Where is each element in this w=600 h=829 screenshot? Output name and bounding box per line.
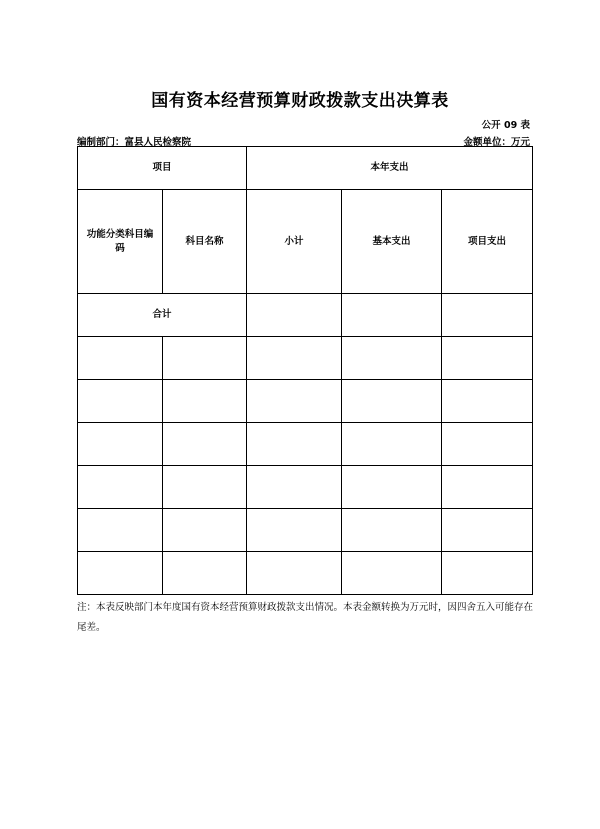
table-cell — [163, 380, 247, 423]
table-cell — [442, 423, 533, 466]
table-cell — [342, 466, 442, 509]
table-cell — [442, 552, 533, 595]
table-cell — [78, 380, 163, 423]
department-label: 编制部门：富县人民检察院 — [77, 137, 192, 148]
table-cell — [163, 423, 247, 466]
unit-label: 金额单位：万元 — [463, 137, 530, 148]
table-cell — [247, 552, 342, 595]
table-cell — [247, 380, 342, 423]
col-subject-name: 科目名称 — [163, 190, 247, 294]
table-cell — [78, 466, 163, 509]
table-cell — [442, 337, 533, 380]
expenditure-table — [77, 146, 533, 595]
table-row — [78, 423, 533, 466]
col-subtotal: 小计 — [247, 190, 342, 294]
table-row — [78, 552, 533, 595]
col-function-code: 功能分类科目编码 — [78, 190, 163, 294]
total-label: 合计 — [78, 294, 247, 337]
page-title: 国有资本经营预算财政拨款支出决算表 — [151, 91, 449, 111]
table-cell — [247, 337, 342, 380]
table-cell — [163, 466, 247, 509]
footnote: 注：本表反映部门本年度国有资本经营预算财政拨款支出情况。本表金额转换为万元时，因四舍五入可能存在尾差。 — [77, 602, 534, 633]
total-row — [78, 294, 533, 337]
table-row — [78, 466, 533, 509]
table-cell — [442, 466, 533, 509]
table-cell — [163, 552, 247, 595]
form-number: 公开 09 表 — [481, 120, 530, 131]
table-cell — [78, 423, 163, 466]
table-row — [78, 337, 533, 380]
table-cell — [247, 466, 342, 509]
header-current-year: 本年支出 — [247, 147, 533, 190]
table-row — [78, 509, 533, 552]
table-cell — [342, 423, 442, 466]
total-project-cell — [442, 294, 533, 337]
header-project: 项目 — [78, 147, 247, 190]
table-cell — [247, 509, 342, 552]
table-row — [78, 380, 533, 423]
header-row-2 — [78, 190, 533, 294]
table-cell — [342, 509, 442, 552]
table-cell — [342, 552, 442, 595]
table-cell — [442, 509, 533, 552]
table-cell — [78, 509, 163, 552]
total-subtotal-cell — [247, 294, 342, 337]
table-cell — [78, 337, 163, 380]
table-cell — [163, 509, 247, 552]
table-cell — [342, 337, 442, 380]
col-project: 项目支出 — [442, 190, 533, 294]
table-cell — [342, 380, 442, 423]
col-basic: 基本支出 — [342, 190, 442, 294]
header-row-1 — [78, 147, 533, 190]
table-cell — [78, 552, 163, 595]
table-cell — [442, 380, 533, 423]
total-basic-cell — [342, 294, 442, 337]
table-cell — [247, 423, 342, 466]
table-cell — [163, 337, 247, 380]
